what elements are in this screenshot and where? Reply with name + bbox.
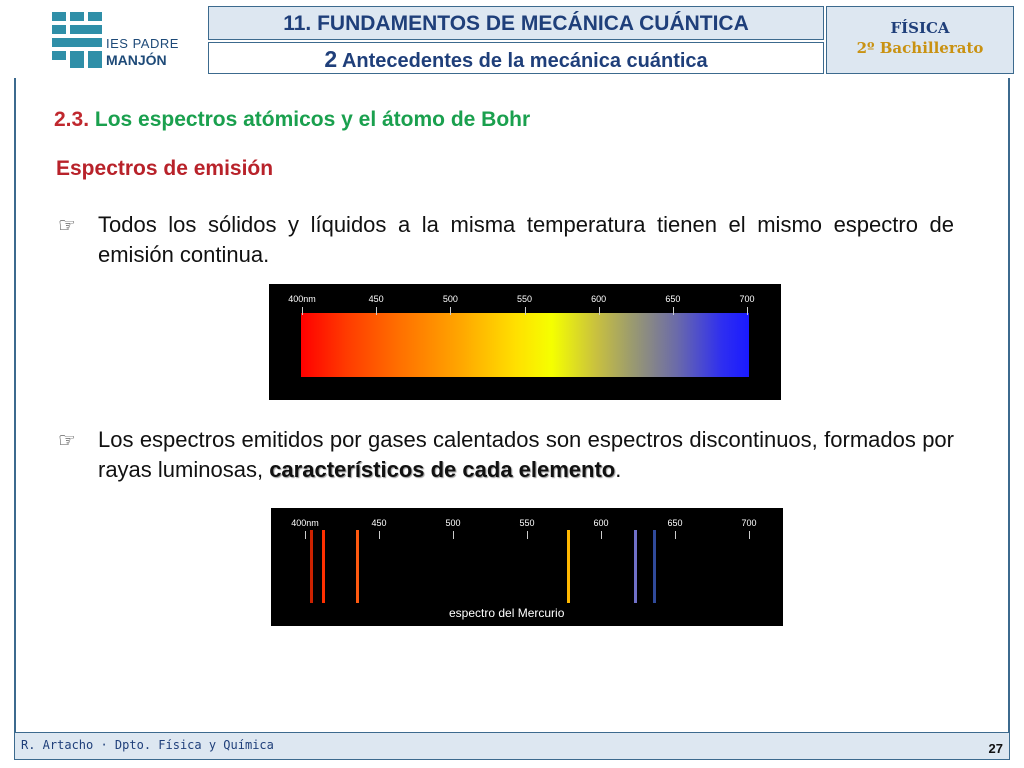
unit-title: 11. FUNDAMENTOS DE MECÁNICA CUÁNTICA <box>208 6 824 40</box>
tick-label: 650 <box>665 294 681 304</box>
tick-label: 600 <box>593 518 609 528</box>
tick-mark <box>675 531 676 539</box>
emission-line <box>310 530 313 603</box>
emission-line <box>567 530 570 603</box>
bullet-text-after: . <box>615 457 622 482</box>
spectrum-caption: espectro del Mercurio <box>449 606 565 620</box>
subject-level: 2º Bachillerato <box>856 39 984 57</box>
subject-box <box>826 6 1014 74</box>
tick-label: 550 <box>519 518 535 528</box>
tick-mark <box>673 307 674 315</box>
tick-label: 400nm <box>288 294 316 304</box>
logo-text-line1: IES PADRE <box>106 36 179 51</box>
emission-line <box>356 530 359 603</box>
section-number: 2.3. <box>54 108 90 131</box>
bullet-discontinuous <box>58 425 954 485</box>
page-number: 27 <box>988 741 1003 756</box>
footer-author: R. Artacho · Dpto. Física y Química <box>21 738 274 752</box>
subtitle-number: 2 <box>324 46 338 72</box>
spectrum-gradient <box>301 313 749 377</box>
tick-mark <box>601 531 602 539</box>
tick-label: 600 <box>591 294 607 304</box>
tick-mark <box>302 307 303 315</box>
school-logo <box>40 10 200 74</box>
tick-label: 500 <box>445 518 461 528</box>
bullet-text <box>98 425 954 485</box>
tick-mark <box>305 531 306 539</box>
unit-subtitle <box>208 42 824 74</box>
continuous-spectrum <box>269 284 781 400</box>
tick-label: 400nm <box>291 518 319 528</box>
tick-mark <box>599 307 600 315</box>
tick-mark <box>379 531 380 539</box>
tick-label: 700 <box>739 294 755 304</box>
tick-label: 700 <box>741 518 757 528</box>
tick-label: 450 <box>371 518 387 528</box>
tick-mark <box>450 307 451 315</box>
bullet-text: Todos los sólidos y líquidos a la misma temperatura tienen el mismo espectro de emisión continua. <box>98 212 954 267</box>
pointing-hand-icon: ☞ <box>58 213 76 237</box>
emission-line <box>322 530 325 603</box>
tick-label: 500 <box>442 294 458 304</box>
bullet-continuous <box>58 210 954 270</box>
tick-mark <box>376 307 377 315</box>
slide-header <box>0 0 1024 78</box>
tick-mark <box>749 531 750 539</box>
pointing-hand-icon: ☞ <box>58 428 76 452</box>
tick-mark <box>525 307 526 315</box>
tick-label: 450 <box>368 294 384 304</box>
bullet-text-strong: característicos de cada elemento <box>269 457 616 482</box>
section-subtitle: Espectros de emisión <box>56 157 274 180</box>
tick-mark <box>747 307 748 315</box>
subtitle-text: Antecedentes de la mecánica cuántica <box>341 50 708 72</box>
logo-text-line2: MANJÓN <box>106 52 167 68</box>
logo-grid-icon <box>52 12 102 68</box>
tick-label: 550 <box>516 294 533 304</box>
subject-name: FÍSICA <box>890 19 950 37</box>
section-title-text: Los espectros atómicos y el átomo de Bohr <box>94 108 531 131</box>
emission-line <box>634 530 637 603</box>
section-title <box>54 108 530 132</box>
emission-line <box>653 530 656 603</box>
slide-footer <box>14 732 1010 760</box>
bullet-text-before: Los espectros emitidos por gases calentados son espectros discontinuos, formados por rayas luminosas, <box>98 427 954 482</box>
mercury-spectrum <box>271 508 783 626</box>
tick-mark <box>453 531 454 539</box>
tick-label: 650 <box>667 518 683 528</box>
tick-mark <box>527 531 528 539</box>
